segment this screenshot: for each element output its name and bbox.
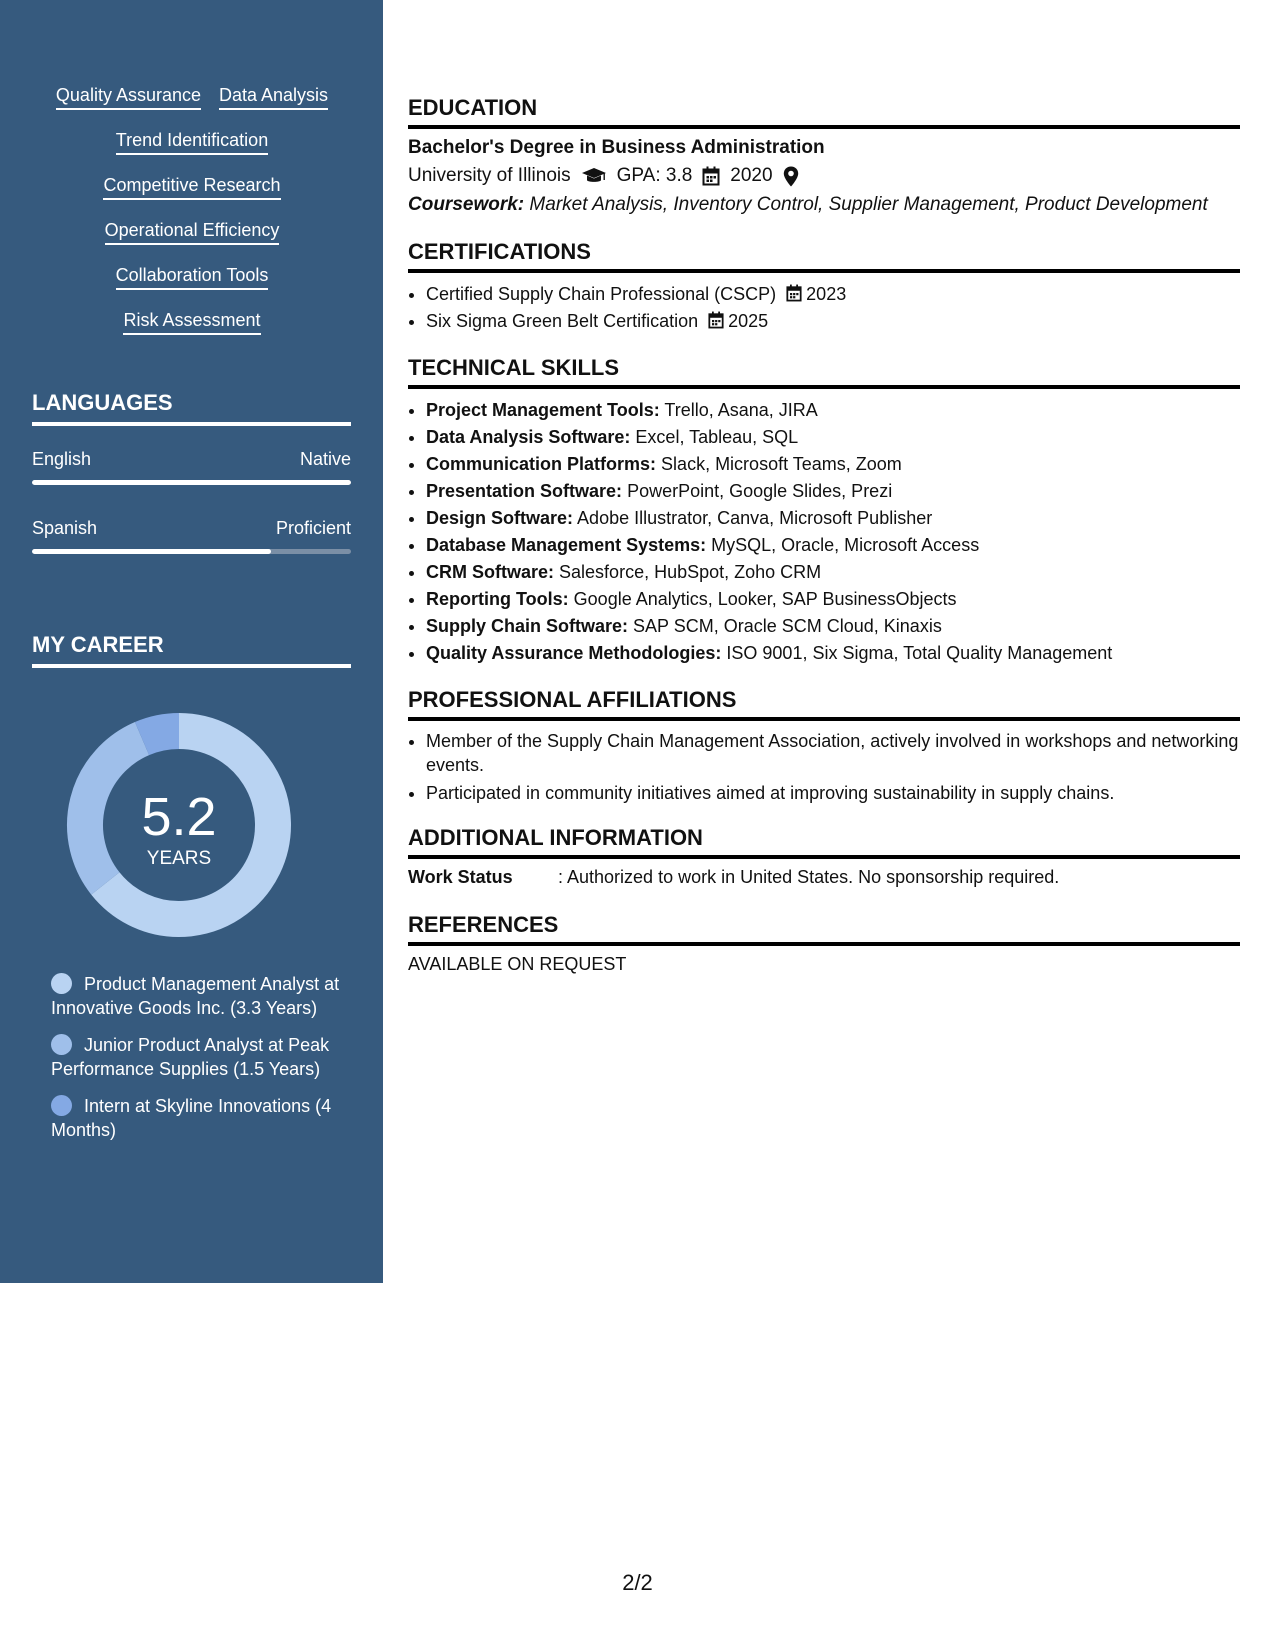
career-item <box>51 1094 341 1142</box>
tech-skill-label: Quality Assurance Methodologies: <box>426 643 722 663</box>
gpa: GPA: 3.8 <box>616 165 693 186</box>
languages-heading: LANGUAGES <box>32 390 351 426</box>
graduation-cap-icon <box>581 167 607 185</box>
sidebar <box>0 0 383 1283</box>
tech-skill-label: Project Management Tools: <box>426 400 660 420</box>
career-heading: MY CAREER <box>32 632 351 668</box>
references-heading: REFERENCES <box>408 912 1240 946</box>
tech-skill-label: Design Software: <box>426 508 574 528</box>
language-english <box>32 449 351 485</box>
affiliations-list <box>408 729 1240 805</box>
career-donut-chart <box>66 712 292 938</box>
tech-skill-value: Slack, Microsoft Teams, Zoom <box>661 454 902 474</box>
tech-skill-item <box>426 451 1240 478</box>
coursework-text: Market Analysis, Inventory Control, Supplier Management, Product Development <box>529 194 1208 215</box>
language-level: Proficient <box>275 518 351 538</box>
language-level: Native <box>299 449 351 469</box>
tech-skill-value: ISO 9001, Six Sigma, Total Quality Management <box>726 643 1113 663</box>
page-number: 2/2 <box>622 1570 653 1595</box>
language-name: Spanish <box>32 518 98 538</box>
career-item-text: Junior Product Analyst at Peak Performance Supplies (1.5 Years) <box>51 1035 330 1079</box>
career-dot <box>51 1034 72 1055</box>
graduation-year: 2020 <box>730 165 773 186</box>
tech-skill-value: Adobe Illustrator, Canva, Microsoft Publisher <box>577 508 933 528</box>
tech-skill-value: Salesforce, HubSpot, Zoho CRM <box>559 562 822 582</box>
tech-skill-value: SAP SCM, Oracle SCM Cloud, Kinaxis <box>633 616 942 636</box>
tech-skill-label: Communication Platforms: <box>426 454 657 474</box>
degree-title: Bachelor's Degree in Business Administration <box>408 137 825 158</box>
work-status <box>408 867 1240 888</box>
skill-tag: Quality Assurance <box>56 84 201 110</box>
skill-tag: Trend Identification <box>116 129 268 155</box>
skill-tag: Competitive Research <box>103 174 280 200</box>
tech-skill-item <box>426 397 1240 424</box>
tech-skill-item <box>426 559 1240 586</box>
tech-skill-label: Data Analysis Software: <box>426 427 631 447</box>
language-name: English <box>32 449 92 469</box>
work-status-label: Work Status <box>408 867 513 887</box>
school-name: University of Illinois <box>408 165 571 186</box>
career-unit: YEARS <box>146 848 212 869</box>
work-status-value: : Authorized to work in United States. No sponsorship required. <box>558 867 1060 887</box>
career-item <box>51 1033 341 1081</box>
career-donut-segment-1 <box>85 739 142 884</box>
calendar-icon <box>702 166 720 186</box>
tech-skill-item <box>426 586 1240 613</box>
certification-name: Six Sigma Green Belt Certification <box>426 311 699 331</box>
calendar-icon <box>786 284 806 304</box>
tech-skill-value: Google Analytics, Looker, SAP BusinessObjects <box>573 589 957 609</box>
calendar-icon <box>708 311 728 331</box>
tech-skill-label: Database Management Systems: <box>426 535 707 555</box>
language-bar <box>32 480 351 485</box>
certification-year: 2025 <box>728 311 769 331</box>
affiliation-item: • Member of the Supply Chain Management Association, actively involved in workshops and networking events. <box>426 729 1240 777</box>
career-dot <box>51 1095 72 1116</box>
certification-year: 2023 <box>806 284 847 304</box>
tech-skill-item <box>426 532 1240 559</box>
technical-skills-list <box>408 397 1240 667</box>
language-bar-fill <box>32 480 351 485</box>
main-content <box>408 95 1240 975</box>
career-dot <box>51 973 72 994</box>
career-item-text: Product Management Analyst at Innovative Goods Inc. (3.3 Years) <box>51 974 340 1018</box>
career-list <box>51 972 341 1155</box>
coursework-label: Coursework: <box>408 194 525 215</box>
tech-skill-value: Excel, Tableau, SQL <box>635 427 799 447</box>
skill-tag: Data Analysis <box>219 84 328 110</box>
skills-list <box>32 84 352 354</box>
tech-skill-value: Trello, Asana, JIRA <box>664 400 818 420</box>
language-spanish <box>32 518 351 554</box>
tech-skill-item <box>426 478 1240 505</box>
certification-item <box>426 308 1240 335</box>
tech-skill-value: PowerPoint, Google Slides, Prezi <box>627 481 893 501</box>
skill-tag: Risk Assessment <box>123 309 260 335</box>
certifications-heading: CERTIFICATIONS <box>408 239 1240 273</box>
tech-skill-label: Presentation Software: <box>426 481 623 501</box>
tech-skill-item <box>426 613 1240 640</box>
skill-tag: Operational Efficiency <box>105 219 280 245</box>
education-details <box>408 165 1240 187</box>
location-pin-icon <box>783 166 799 187</box>
affiliations-heading: PROFESSIONAL AFFILIATIONS <box>408 687 1240 721</box>
references-text: AVAILABLE ON REQUEST <box>408 954 627 974</box>
career-total: 5.2 <box>141 787 217 847</box>
tech-skill-value: MySQL, Oracle, Microsoft Access <box>711 535 980 555</box>
tech-skill-item <box>426 640 1240 667</box>
certifications-list <box>408 281 1240 335</box>
career-donut-segment-2 <box>142 731 179 739</box>
education-heading: EDUCATION <box>408 95 1240 129</box>
career-item <box>51 972 341 1020</box>
additional-info-heading: ADDITIONAL INFORMATION <box>408 825 1240 859</box>
certification-item <box>426 281 1240 308</box>
certification-name: Certified Supply Chain Professional (CSCP) <box>426 284 777 304</box>
tech-skill-label: CRM Software: <box>426 562 555 582</box>
language-bar-fill <box>32 549 271 554</box>
skill-tag: Collaboration Tools <box>116 264 269 290</box>
language-bar <box>32 549 351 554</box>
tech-skill-item <box>426 424 1240 451</box>
tech-skill-item <box>426 505 1240 532</box>
tech-skill-label: Supply Chain Software: <box>426 616 629 636</box>
affiliation-item: • Participated in community initiatives aimed at improving sustainability in supply chains. <box>426 781 1240 805</box>
technical-skills-heading: TECHNICAL SKILLS <box>408 355 1240 389</box>
tech-skill-label: Reporting Tools: <box>426 589 569 609</box>
coursework <box>408 193 1240 217</box>
career-item-text: Intern at Skyline Innovations (4 Months) <box>51 1096 332 1140</box>
